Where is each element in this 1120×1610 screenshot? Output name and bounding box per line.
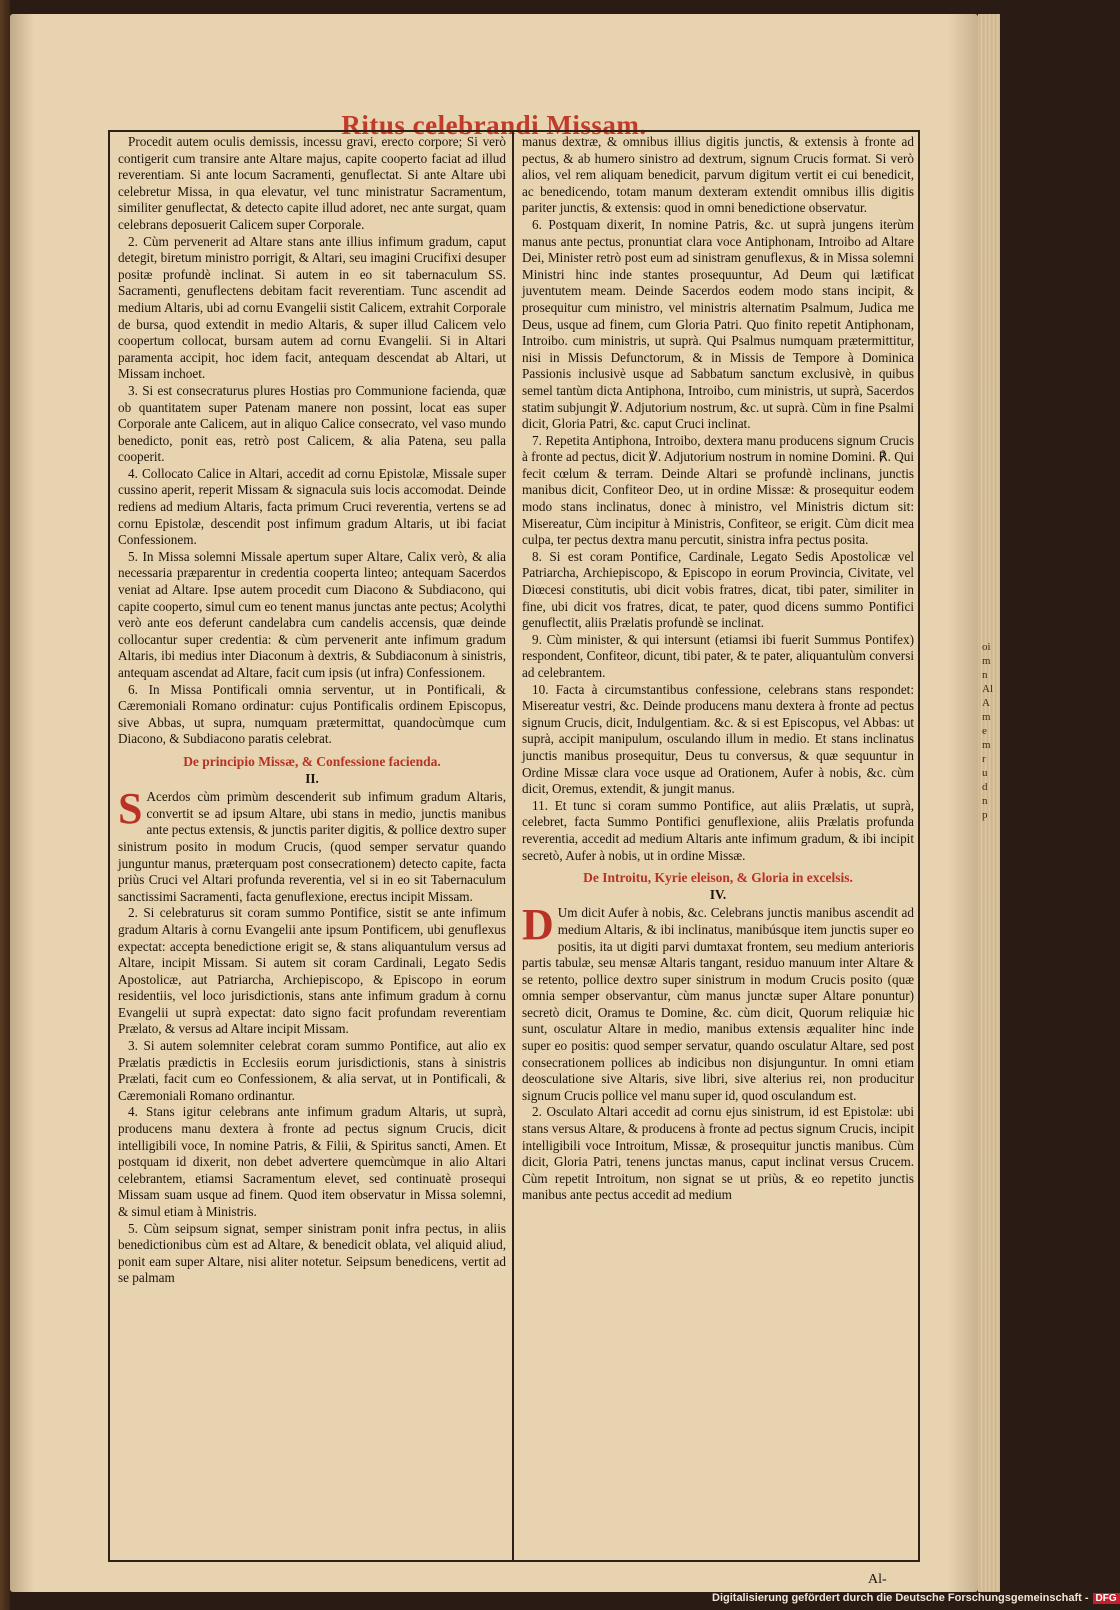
left-column bbox=[118, 134, 506, 1558]
paragraph: 10. Facta à circumstantibus confessione, celebrans stans respondet: Misereatur vestri, &c. Deinde producens manu dextera à fronte ad pectus signum Crucis, dicit, Indulgentiam. &c. & si est Episcopus, vel Abbas: ut suprà, accipit manipulum, osculando illum in medio. Et stans inclinatus junctis manibus prosequitur, Deus tu conversus, & quæ sequuntur in Ordine Missæ clara voce usque ad Orationem, Aufer à nobis, &c. cùm dicit, Oremus, extendit, & jungit manus. bbox=[522, 681, 914, 797]
paragraph bbox=[118, 784, 506, 905]
credit-text: Digitalisierung gefördert durch die Deutsche Forschungsgemeinschaft - bbox=[712, 1592, 1089, 1604]
paragraph: 11. Et tunc si coram summo Pontifice, aut aliis Prælatis, ut suprà, celebret, facta Summo Pontifici genuflexione, aliis Prælatis profunda reverentia, accedit ad medium Altaris ante infimum gradum, & ibi incipit secretò, Aufer à nobis, ut in ordine Missæ. bbox=[522, 797, 914, 863]
dfg-logo: DFG bbox=[1093, 1593, 1120, 1604]
paragraph: 2. Osculato Altari accedit ad cornu ejus sinistrum, id est Epistolæ: ubi stans versus Altare, & producens à fronte ad pectus signum Crucis, incipit intelligibili voce Introitum, Missæ, & prosequitur junctis manibus. Cùm dicit, Gloria Patri, tenens junctas manus, caput inclinat versus Crucem. Cùm repetit Introitum, non signat se ut priùs, & eo repetito junctis manibus ante pectus accedit ad medium bbox=[522, 1104, 914, 1203]
right-column bbox=[522, 134, 914, 1558]
section-number: IV. bbox=[709, 886, 727, 902]
paragraph bbox=[522, 900, 914, 1104]
column-divider bbox=[512, 130, 514, 1562]
paragraph: 4. Stans igitur celebrans ante infimum gradum Altaris, ut suprà, producens manu dextera à fronte ad pectus signum Crucis, dicit intelligibili voce, In nomine Patris, & Filii, & Spiritus sancti, Amen. Et postquam id dixerit, non debet advertere quemcùmque in alio Altari celebrantem, etiamsi Sacramentum elevet, sed continuatè prosequi Missam suam usque ad finem. Quod item observatur in Missa solemni, & simul etiam à Ministris. bbox=[118, 1104, 506, 1219]
paragraph: 7. Repetita Antiphona, Introibo, dextera manu producens signum Crucis à fronte ad pectus, dicit ℣. Adjutorium nostrum in nomine Domini. ℟. Qui fecit cœlum & terram. Deinde Altari se profundè inclinans, junctis manibus dicit, Confiteor Deo, ut in ordine Missæ: & prosequitur eodem modo stans inclinatus, donec à ministro, vel Ministris dictum sit: Misereatur, Cùm incipitur à Ministris, Confiteor, se erigit. Cùm dicit mea culpa, ter pectus dextra manu percutit, sinistra infra pectus posita. bbox=[522, 432, 914, 548]
paragraph: 5. In Missa solemni Missale apertum super Altare, Calix verò, & alia necessaria præparentur in credentia cooperta linteo; antequam Sacerdos veniat ad Altare. Ipse autem procedit cum Diacono & Subdiacono, qui capite cooperto, simul cum eo tenent manus junctas ante pectus; Acolythi verò ante eos deferunt candelabra cum candelis accensis, quæ deinde collocantur super credentia: & cùm pervenerit ante infimum gradum Altaris, ibi medius inter Diaconum à dextris, & Subdiaconum à sinistris, antequam ascendat ad Altare, facit cum ipsis (ut infra) Confessionem. bbox=[118, 548, 506, 680]
paragraph: 5. Cùm seipsum signat, semper sinistram ponit infra pectus, in aliis benedictionibus cùm est ad Altare, & benedicit oblata, vel aliquid aliud, ponit eam super Altare, nisi aliter notetur. Seipsum benedicens, vertit ad se palmam bbox=[118, 1220, 506, 1286]
drop-capital: S bbox=[118, 784, 143, 834]
neighbor-page-text: oi m n Al A m e m r u d n p bbox=[982, 641, 993, 821]
section-number: II. bbox=[305, 770, 319, 786]
paragraph-text: Acerdos cùm primùm descenderit sub infimum gradum Altaris, convertit se ad ipsum Altare, ubi stans in medio, junctis manibus ante pectus extensis, & junctis pariter digitis, & pollice dextro super sinistrum posito in modum Crucis, (quod semper servatur quando junguntur manus, præterquam post consecrationem) detecto capite, facta priùs Cruci vel Altari profunda reverentia, vel si in eo sit Tabernaculum sanctissimi Sacramenti, facta genuflexione, erectus incipit Missam. bbox=[118, 789, 506, 904]
digitization-credit bbox=[712, 1592, 1117, 1608]
paragraph: 6. In Missa Pontificali omnia serventur, ut in Pontificali, & Cæremoniali Romano ordinatur: cujus Pontificalis ordinem Episcopus, sive Abbas, ut supra, numquam prætermittat, quandocùmque cum Diacono, & Subdiacono paratis celebrat. bbox=[118, 681, 506, 747]
paragraph: 2. Cùm pervenerit ad Altare stans ante illius infimum gradum, caput detegit, biretum ministro porrigit, & Altari, seu imagini Crucifixi desuper positæ profundè inclinat. Si autem in eo sit tabernaculum SS. Sacramenti, genuflectens debitam facit reverentiam. Tunc ascendit ad medium Altaris, ubi ad cornu Evangelii sistit Calicem, extrahit Corporale de bursa, quod extendit in medio Altaris, & super illud Calicem velo coopertum collocat, bursam autem ad cornu Evangelii. Si in Altari paramenta accipit, hoc idem facit, antequam descendat ab Altari, ut Missam inchoet. bbox=[118, 233, 506, 382]
drop-capital: D bbox=[522, 900, 554, 950]
paragraph: 9. Cùm minister, & qui intersunt (etiamsi ibi fuerit Summus Pontifex) respondent, Confiteor, dicunt, tibi pater, & te pater, aliquantulùm conversi ad celebrantem. bbox=[522, 631, 914, 680]
catchword: Al- bbox=[868, 1572, 887, 1587]
paragraph: 2. Si celebraturus sit coram summo Pontifice, sistit se ante infimum gradum Altaris à cornu Evangelii ante ipsum Pontificem, ubi genuflexus expectat: accepta benedictione erigit se, & stans aliquantulum versus ad Altare, incipit Missam. Si autem sit coram Cardinali, Legato Sedis Apostolicæ, aut Patriarcha, Archiepiscopo, & Episcopo in eorum residentiis, vel loco jurisdictionis, stans ante infimum gradum à cornu Evangelii ut suprà expectat: dato signo facit profundam reverentiam Prælato, & versus ad Altare incipit Missam. bbox=[118, 905, 506, 1037]
paragraph: 8. Si est coram Pontifice, Cardinale, Legato Sedis Apostolicæ vel Patriarcha, Archiepiscopo, & Episcopo in eorum Provincia, Civitate, vel Diœcesi constitutis, ubi dicit vobis fratres, dicat, tibi pater, similiter in fine, ubi dicit vos fratres, dicat, te pater, quod dicens summo Pontifici genuflectit, aliis Prælatis profundè se inclinat. bbox=[522, 548, 914, 631]
paragraph: Procedit autem oculis demissis, incessu gravi, erecto corpore; Si verò contigerit cum transire ante Altare majus, capite cooperto faciat ad illud reverentiam. Si ante locum Sacramenti, genuflectat. Si ante Altare ubi celebretur Missa, in qua elevatur, vel tunc ministratur Sacramentum, similiter genuflectat, & detecto capite illud adoret, nec ante surgat, quam celebrans deposuerit Calicem super Corporale. bbox=[118, 134, 506, 232]
paragraph: 6. Postquam dixerit, In nomine Patris, &c. ut suprà jungens iterùm manus ante pectus, pronuntiat clara voce Antiphonam, Introibo ad Altare Dei, Minister retrò post eum ad sinistram genuflexus, & in Missa solemni Ministri hinc inde stantes prosequuntur, Ad Deum qui lætificat juventutem meam. Deinde Sacerdos eodem modo stans incipit, & prosequitur cum ministro, vel ministris alternatim Psalmum, Judica me Deus, usque ad finem, cum Gloria Patri. Quo finito repetit Antiphonam, Introibo. cum ministris, ut suprà. Qui Psalmus numquam prætermittitur, nisi in Missis Defunctorum, & in Missis de Tempore à Dominica Passionis inclusivè usque ad Sabbatum sanctum exclusivè, in quibus semel tantùm dicta Antiphona, Introibo, cum ministris, ut suprà, Sacerdos statim subjungit ℣. Adjutorium nostrum, &c. ut suprà. Cùm in fine Psalmi dicit, Gloria Patri, &c. caput Cruci inclinat. bbox=[522, 216, 914, 432]
paragraph-text: Um dicit Aufer à nobis, &c. Celebrans junctis manibus ascendit ad medium Altaris, & ibi inclinatus, manibúsque item junctis super eo positis, ita ut digiti parvi dumtaxat frontem, seu medium anterioris partis tabulæ, seu mensæ Altaris tangant, residuo manuum inter Altare & se retento, pollice dextro super sinistrum in modum Crucis posito (quæ omnia semper observantur, cùm manus junctæ super Altare ponuntur) secretò dicit, Oramus te Domine, &c. cùm dicit, Quorum reliquiæ hic sunt, osculatur Altare in medio, manibus extensis æqualiter hinc inde super eo positis: quod semper servatur, quando osculatur Altare, sed post consecrationem pollices ab indicibus non disjunguntur. In omni etiam deosculatione sive Altaris, sive libri, sive alterius rei, non producitur signum Crucis pollice vel manu super id, quod osculandum est. bbox=[522, 905, 914, 1103]
paragraph: manus dextræ, & omnibus illius digitis junctis, & extensis à fronte ad pectus, & ab humero sinistro ad dextrum, signum Crucis format. Si verò alios, vel rem aliquam benedicit, parvum digitum vertit ei cui benedicit, ac benedicendo, totam manum dexteram extendit omnibus illis digitis pariter junctis, & extensis: quod in omni benedictione observatur. bbox=[522, 134, 914, 216]
page-title: Ritus celebrandi Missam. bbox=[341, 110, 647, 140]
paragraph: 3. Si est consecraturus plures Hostias pro Communione facienda, quæ ob quantitatem super Patenam manere non possint, locat eas super Corporale ante Calicem, aut in aliquo Calice consecrato, vel vaso mundo benedicto, ponit eas, retrò post Calicem, & alia Patena, seu palla cooperit. bbox=[118, 382, 506, 465]
paragraph: 3. Si autem solemniter celebrat coram summo Pontifice, aut alio ex Prælatis prædictis in Ecclesiis eorum jurisdictionis, stans à sinistris Prælati, facit cum eo Confessionem, & alia servat, ut in Pontificali, & Cæremoniali Romano ordinantur. bbox=[118, 1038, 506, 1103]
paragraph: 4. Collocato Calice in Altari, accedit ad cornu Epistolæ, Missale super cussino aperit, reperit Missam & signacula suis locis accomodat. Deinde rediens ad medium Altaris, facta primum Cruci reverentia, vertens se ad cornu Epistolæ, descendit post infimum gradum Altaris, ut ibi faciat Confessionem. bbox=[118, 465, 506, 548]
section-title: De principio Missæ, & Confessione facienda. bbox=[183, 753, 441, 769]
section-title: De Introitu, Kyrie eleison, & Gloria in excelsis. bbox=[583, 870, 853, 886]
book-binding bbox=[0, 0, 10, 1610]
